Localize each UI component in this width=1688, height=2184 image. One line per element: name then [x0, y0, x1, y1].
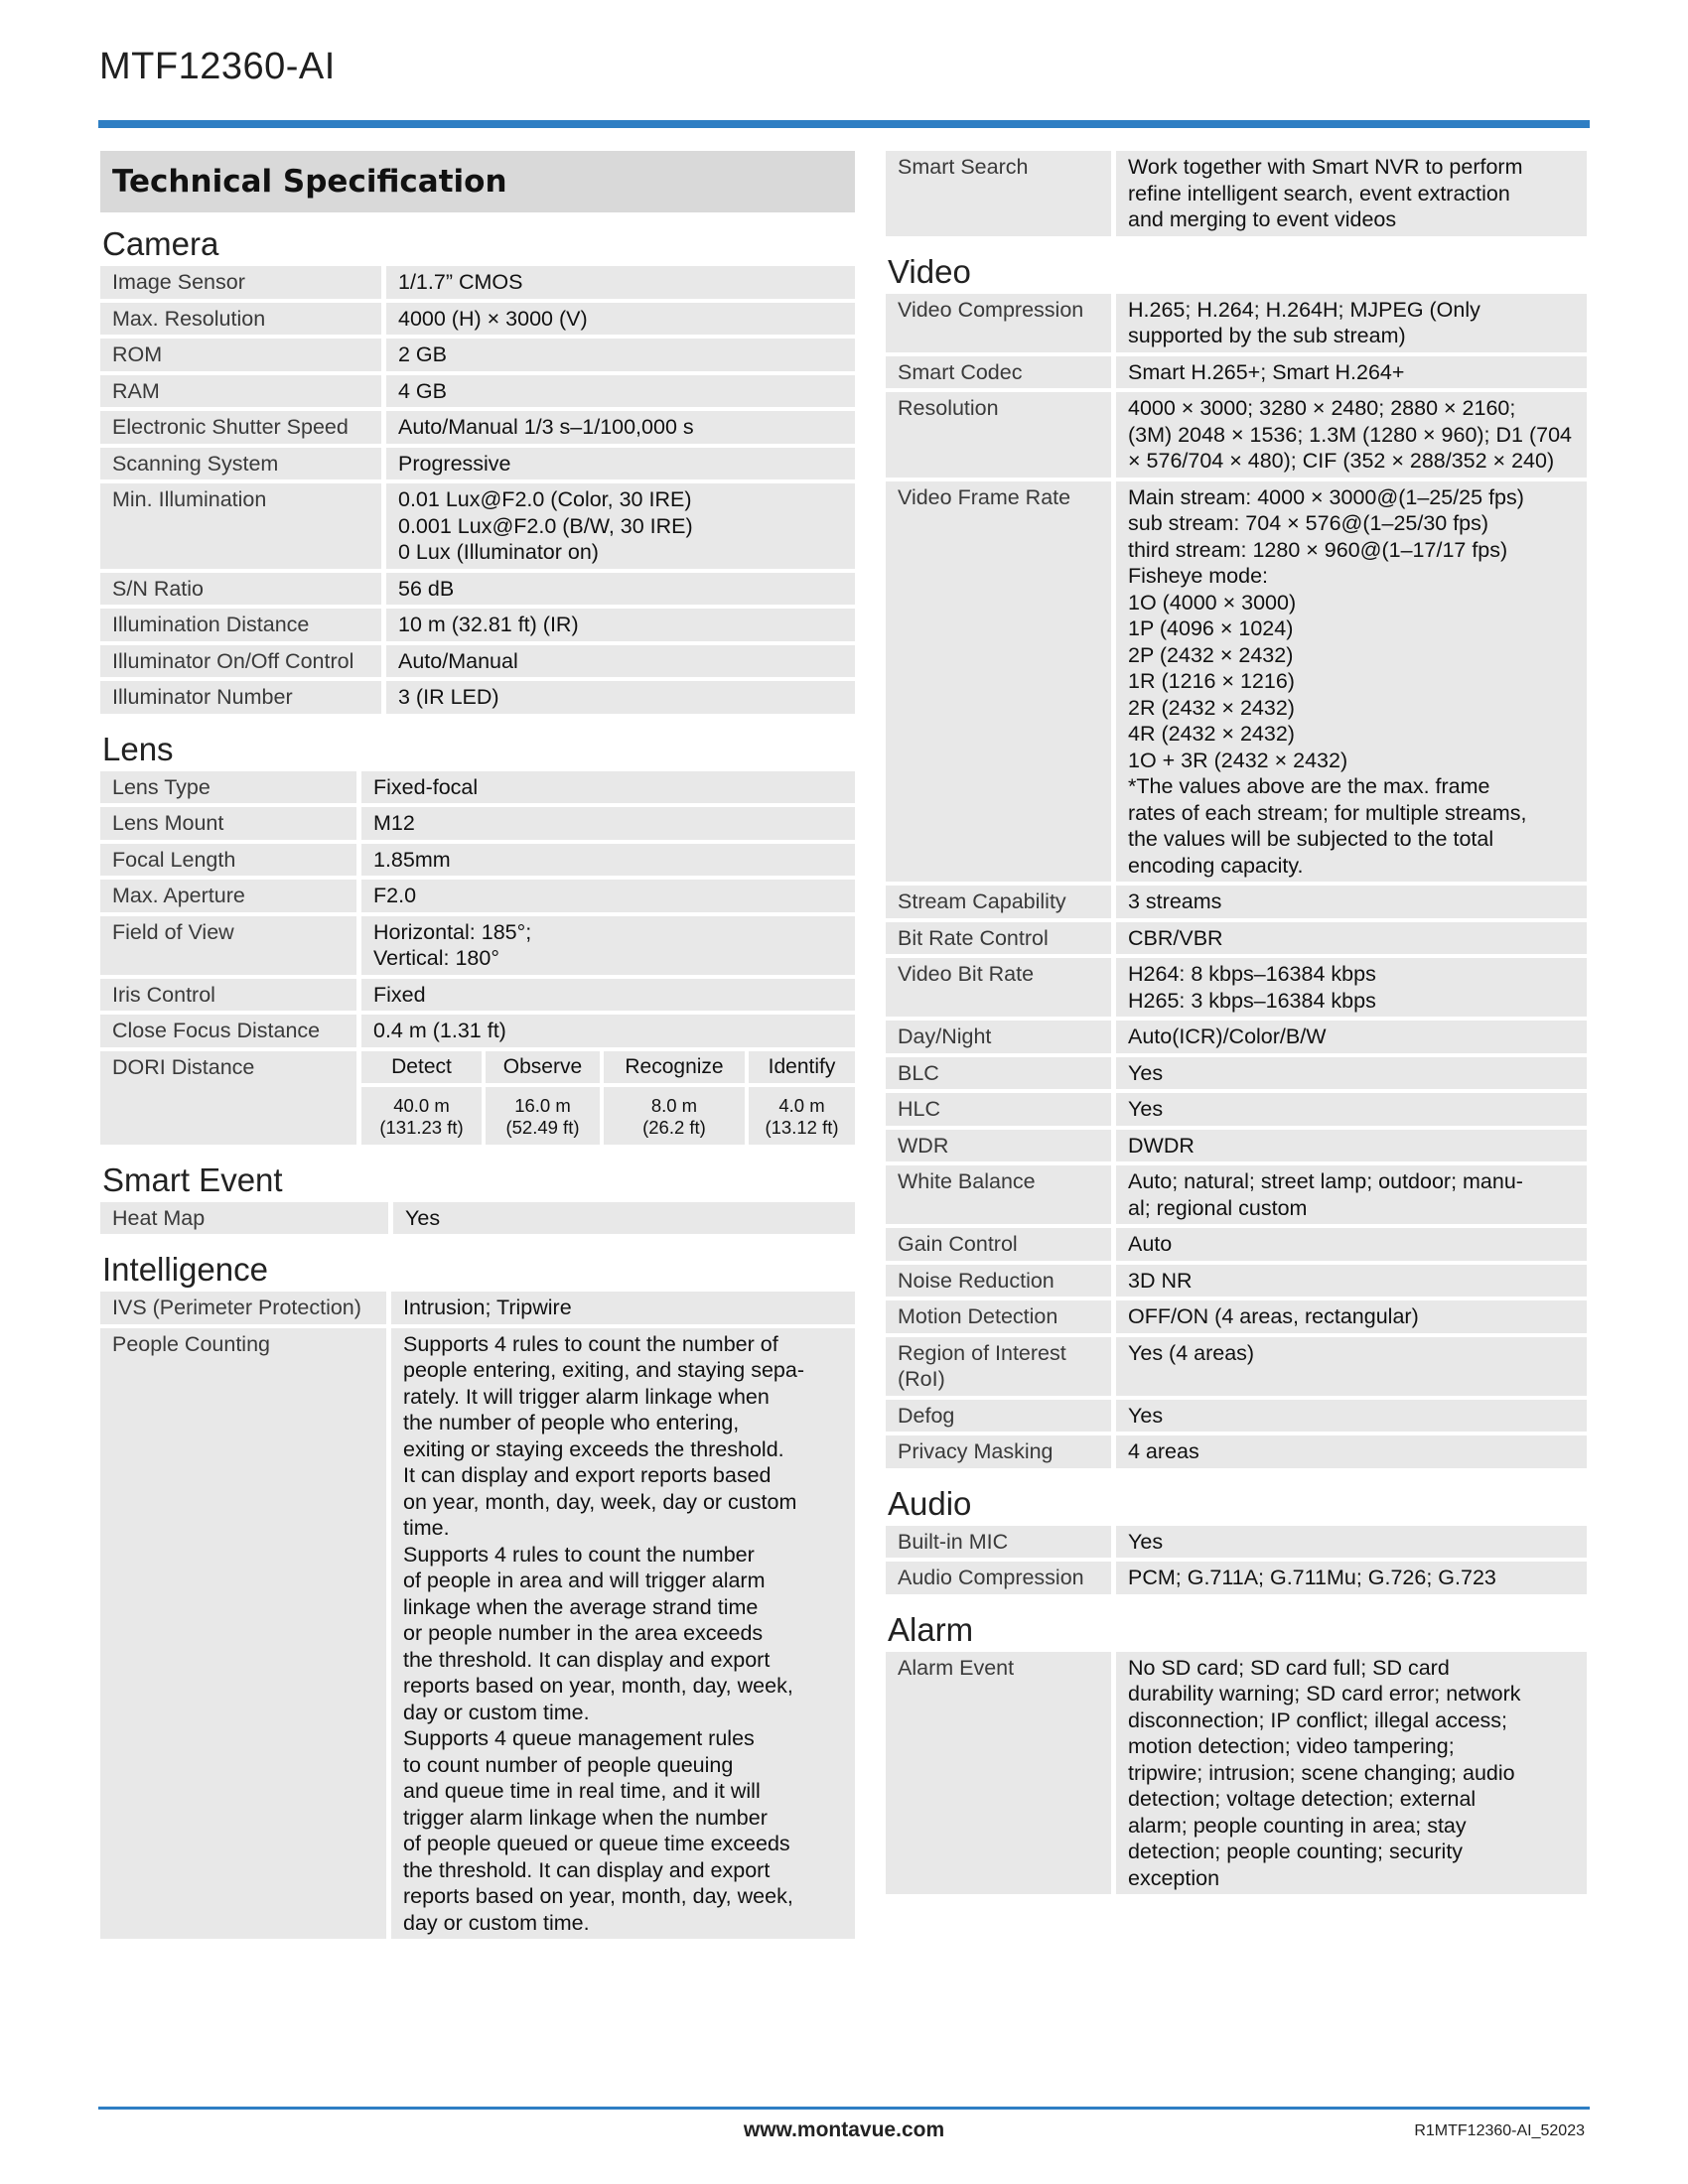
dori-value: [484, 1085, 602, 1145]
section-title-lens: Lens: [102, 730, 174, 767]
dori-value-line: (52.49 ft): [505, 1116, 580, 1138]
spec-value: [356, 807, 855, 840]
spec-value: [1111, 1165, 1587, 1224]
spec-label: Gain Control: [886, 1228, 1111, 1261]
spec-value: [381, 573, 855, 606]
spec-value-line: the threshold. It can display and export: [403, 1857, 771, 1882]
spec-label: Illumination Distance: [100, 609, 381, 641]
spec-value-line: refine intelligent search, event extraction: [1128, 181, 1510, 205]
spec-value: [1111, 1435, 1587, 1468]
spec-label: Motion Detection: [886, 1300, 1111, 1333]
spec-label: Built-in MIC: [886, 1526, 1111, 1559]
spec-value: [356, 771, 855, 804]
spec-value-line: 3 streams: [1128, 889, 1222, 913]
document-title: MTF12360-AI: [99, 46, 336, 87]
dori-value-line: 4.0 m: [778, 1094, 825, 1116]
table-row: [886, 356, 1587, 389]
spec-value-line: motion detection; video tampering;: [1128, 1734, 1455, 1758]
spec-value-line: 2 GB: [398, 342, 447, 366]
spec-label: Defog: [886, 1400, 1111, 1433]
spec-value-line: Yes: [1128, 1529, 1164, 1554]
table-row: [886, 1652, 1587, 1895]
spec-value-line: DWDR: [1128, 1133, 1195, 1158]
spec-value: [1111, 356, 1587, 389]
spec-value: [1111, 481, 1587, 883]
spec-label: Bit Rate Control: [886, 922, 1111, 955]
spec-value-line: 1.85mm: [373, 847, 451, 872]
spec-label: Lens Mount: [100, 807, 356, 840]
dori-value: [602, 1085, 747, 1145]
spec-value: [1111, 392, 1587, 478]
spec-value: [1111, 1265, 1587, 1297]
spec-value-line: Auto: [1128, 1232, 1173, 1256]
spec-label: Privacy Masking: [886, 1435, 1111, 1468]
spec-label: IVS (Perimeter Protection): [100, 1292, 386, 1324]
spec-label: Illuminator On/Off Control: [100, 645, 381, 678]
spec-value-line: the threshold. It can display and export: [403, 1647, 771, 1672]
spec-value: [356, 1015, 855, 1047]
spec-value-line: 0.4 m (1.31 ft): [373, 1019, 506, 1042]
spec-value-line: Horizontal: 185°;: [373, 919, 532, 944]
table-row: [100, 266, 855, 299]
section-title-audio: Audio: [888, 1484, 972, 1522]
spec-label: HLC: [886, 1093, 1111, 1126]
spec-value-line: 1O (4000 × 3000): [1128, 590, 1297, 614]
dori-header: Observe: [484, 1051, 602, 1085]
table-row: [100, 1051, 855, 1145]
spec-value-line: F2.0: [373, 884, 417, 907]
spec-label: Stream Capability: [886, 886, 1111, 918]
spec-label: Electronic Shutter Speed: [100, 411, 381, 444]
spec-label: Max. Resolution: [100, 303, 381, 336]
spec-value: [356, 880, 855, 912]
spec-value-line: or people number in the area exceeds: [403, 1621, 764, 1645]
table-row: [886, 1228, 1587, 1261]
spec-label: Field of View: [100, 916, 356, 975]
spec-value-line: disconnection; IP conflict; illegal access;: [1128, 1707, 1508, 1732]
table-row: [100, 1202, 855, 1235]
spec-value-line: 1R (1216 × 1216): [1128, 669, 1295, 693]
spec-value: [381, 375, 855, 408]
spec-value: [1111, 1228, 1587, 1261]
spec-value-line: the number of people who entering,: [403, 1411, 740, 1434]
table-row: [100, 1328, 855, 1940]
section-header-technical-specification: Technical Specification: [100, 151, 855, 212]
audio-spec-table: [886, 1522, 1587, 1598]
spec-value-line: Supports 4 rules to count the number of: [403, 1331, 778, 1356]
spec-value-line: detection; people counting; security: [1128, 1840, 1464, 1863]
table-row: [100, 807, 855, 840]
table-row: [886, 1562, 1587, 1594]
table-row: [886, 1337, 1587, 1396]
spec-label: Video Compression: [886, 294, 1111, 352]
spec-label: Resolution: [886, 392, 1111, 478]
spec-value-line: H.265; H.264; H.264H; MJPEG (Only: [1128, 297, 1480, 322]
table-row: [886, 886, 1587, 918]
spec-value-line: rately. It will trigger alarm linkage when: [403, 1384, 770, 1409]
dori-header: Identify: [747, 1051, 855, 1085]
spec-value-line: 4000 (H) × 3000 (V): [398, 306, 588, 331]
spec-label: Noise Reduction: [886, 1265, 1111, 1297]
left-column: [100, 151, 855, 1943]
spec-label: ROM: [100, 339, 381, 371]
spec-label: People Counting: [100, 1328, 386, 1940]
spec-value-line: Fisheye mode:: [1128, 564, 1269, 588]
spec-value-line: exiting or staying exceeds the threshold.: [403, 1436, 784, 1461]
spec-value-line: sub stream: 704 × 576@(1–25/30 fps): [1128, 511, 1489, 535]
spec-value-line: tripwire; intrusion; scene changing; audio: [1128, 1760, 1515, 1785]
spec-value: [1111, 958, 1587, 1017]
spec-value: [386, 1292, 855, 1324]
dori-value-line: (13.12 ft): [765, 1116, 839, 1138]
dori-value-line: 8.0 m: [650, 1094, 698, 1116]
spec-value-line: supported by the sub stream): [1128, 324, 1406, 347]
lens-spec-table: [100, 767, 855, 1149]
spec-value-line: of people queued or queue time exceeds: [403, 1832, 790, 1855]
dori-value-line: 16.0 m: [514, 1094, 571, 1116]
spec-value: [1111, 922, 1587, 955]
video-spec-table: [886, 290, 1587, 1472]
table-row: [100, 339, 855, 371]
table-row: [100, 844, 855, 877]
spec-label: Iris Control: [100, 979, 356, 1012]
spec-label: WDR: [886, 1130, 1111, 1162]
spec-value-line: OFF/ON (4 areas, rectangular): [1128, 1304, 1419, 1328]
spec-value-line: Supports 4 queue management rules: [403, 1726, 755, 1750]
spec-value-line: detection; voltage detection; external: [1128, 1787, 1477, 1811]
table-row: [886, 151, 1587, 236]
spec-value-line: 4 GB: [398, 378, 447, 403]
spec-value: [1111, 1337, 1587, 1396]
spec-value-line: PCM; G.711A; G.711Mu; G.726; G.723: [1128, 1566, 1496, 1589]
spec-value-line: alarm; people counting in area; stay: [1128, 1813, 1467, 1838]
dori-distance-table: [361, 1051, 855, 1145]
spec-value: [1111, 886, 1587, 918]
section-title-alarm: Alarm: [888, 1610, 974, 1648]
spec-value-line: Yes: [405, 1205, 441, 1230]
spec-value-line: 3D NR: [1128, 1268, 1193, 1293]
spec-value-line: 2P (2432 × 2432): [1128, 642, 1294, 667]
spec-value-line: 1P (4096 × 1024): [1128, 616, 1294, 640]
spec-value-line: No SD card; SD card full; SD card: [1128, 1655, 1450, 1680]
spec-value-line: of people in area and will trigger alarm: [403, 1569, 766, 1592]
table-row: [100, 1015, 855, 1047]
spec-label: Illuminator Number: [100, 681, 381, 714]
spec-value: [1111, 1300, 1587, 1333]
table-row: [100, 303, 855, 336]
spec-value-line: 1O + 3R (2432 × 2432): [1128, 748, 1348, 772]
spec-label: Day/Night: [886, 1021, 1111, 1053]
spec-value-line: Yes: [1128, 1403, 1164, 1428]
table-row: [886, 392, 1587, 478]
spec-value-line: CBR/VBR: [1128, 925, 1223, 950]
table-row: [886, 958, 1587, 1017]
spec-label: Audio Compression: [886, 1562, 1111, 1594]
table-row: [100, 1292, 855, 1324]
spec-value: [1111, 1526, 1587, 1559]
spec-value-line: 0.001 Lux@F2.0 (B/W, 30 IRE): [398, 513, 693, 538]
spec-value-line: *The values above are the max. frame: [1128, 774, 1490, 798]
spec-label: Max. Aperture: [100, 880, 356, 912]
spec-value: [356, 844, 855, 877]
spec-value: [356, 979, 855, 1012]
dori-value: [361, 1085, 484, 1145]
spec-value-line: 2R (2432 × 2432): [1128, 695, 1295, 720]
spec-value-line: and merging to event videos: [1128, 207, 1397, 231]
spec-label: Smart Search: [886, 151, 1111, 236]
smart-event-spec-table: [100, 1198, 855, 1239]
table-row: [100, 609, 855, 641]
spec-value-line: 1/1.7” CMOS: [398, 270, 523, 294]
table-row: [886, 1300, 1587, 1333]
footer-divider: [98, 2107, 1590, 2110]
spec-value-line: H265: 3 kbps–16384 kbps: [1128, 988, 1376, 1013]
spec-label: BLC: [886, 1057, 1111, 1090]
dori-header: Recognize: [602, 1051, 747, 1085]
spec-value-line: H264: 8 kbps–16384 kbps: [1128, 962, 1376, 986]
table-row: [100, 448, 855, 480]
spec-value: [381, 609, 855, 641]
spec-value-line: Work together with Smart NVR to perform: [1128, 155, 1523, 179]
spec-value: [381, 645, 855, 678]
spec-value: [381, 483, 855, 569]
spec-value-line: Fixed-focal: [373, 774, 479, 799]
spec-value-line: 56 dB: [398, 576, 455, 601]
table-row: [886, 1165, 1587, 1224]
table-row: [100, 916, 855, 975]
spec-value: [381, 681, 855, 714]
spec-value-line: 3 (IR LED): [398, 685, 499, 709]
spec-value: [1111, 1057, 1587, 1090]
dori-value-line: 40.0 m: [393, 1094, 450, 1116]
spec-label: Alarm Event: [886, 1652, 1111, 1895]
spec-value-line: al; regional custom: [1128, 1195, 1308, 1220]
spec-label: Close Focus Distance: [100, 1015, 356, 1047]
spec-label: Video Bit Rate: [886, 958, 1111, 1017]
spec-value-line: Auto; natural; street lamp; outdoor; manu-: [1128, 1169, 1523, 1193]
spec-value-line: linkage when the average strand time: [403, 1594, 759, 1619]
table-row: [100, 979, 855, 1012]
spec-value: [1111, 1400, 1587, 1433]
intelligence-spec-table: [100, 1288, 855, 1943]
spec-value-line: 0.01 Lux@F2.0 (Color, 30 IRE): [398, 487, 692, 511]
spec-value-line: time.: [403, 1516, 450, 1540]
spec-label: Scanning System: [100, 448, 381, 480]
table-row: [886, 1526, 1587, 1559]
header-divider: [98, 120, 1590, 128]
spec-value-line: 4R (2432 × 2432): [1128, 722, 1295, 746]
table-row: [100, 573, 855, 606]
spec-value-line: exception: [1128, 1865, 1220, 1890]
spec-value-line: Smart H.265+; Smart H.264+: [1128, 359, 1405, 384]
spec-value-line: 0 Lux (Illuminator on): [398, 540, 599, 564]
spec-value-line: Yes: [1128, 1060, 1164, 1085]
spec-value: [388, 1202, 855, 1235]
spec-value: [386, 1328, 855, 1940]
spec-value-line: rates of each stream; for multiple streams,: [1128, 800, 1527, 825]
spec-label: Heat Map: [100, 1202, 388, 1235]
table-row: [886, 1265, 1587, 1297]
spec-label: Smart Codec: [886, 356, 1111, 389]
spec-value-line: day or custom time.: [403, 1910, 590, 1935]
spec-value: [1111, 1021, 1587, 1053]
spec-value: [1111, 1093, 1587, 1126]
spec-value: [381, 339, 855, 371]
spec-value: [1111, 1130, 1587, 1162]
table-row: [886, 1130, 1587, 1162]
spec-value-line: Yes: [1128, 1097, 1164, 1121]
spec-value-line: Main stream: 4000 × 3000@(1–25/25 fps): [1128, 484, 1524, 509]
spec-value-line: on year, month, day, week, day or custom: [403, 1489, 797, 1514]
dori-value-line: (131.23 ft): [379, 1116, 464, 1138]
spec-value-line: Auto(ICR)/Color/B/W: [1128, 1024, 1327, 1048]
table-row: [100, 645, 855, 678]
spec-value-line: Vertical: 180°: [373, 946, 499, 970]
section-title-smart-event: Smart Event: [102, 1160, 283, 1198]
spec-value: [381, 448, 855, 480]
footer-website-link[interactable]: www.montavue.com: [743, 2118, 945, 2141]
spec-value-line: Progressive: [398, 451, 511, 476]
spec-value: [1111, 294, 1587, 352]
spec-value-line: third stream: 1280 × 960@(1–17/17 fps): [1128, 537, 1508, 562]
table-row: [100, 771, 855, 804]
spec-value-line: It can display and export reports based: [403, 1463, 772, 1487]
spec-value-line: to count number of people queuing: [403, 1752, 734, 1777]
table-row: [886, 294, 1587, 352]
section-title-intelligence: Intelligence: [102, 1251, 268, 1288]
spec-label: Region of Interest (RoI): [886, 1337, 1111, 1396]
spec-value-line: 4 areas: [1128, 1439, 1199, 1463]
spec-label: S/N Ratio: [100, 573, 381, 606]
table-row: [886, 1400, 1587, 1433]
spec-value-line: Yes (4 areas): [1128, 1340, 1255, 1365]
spec-value-line: reports based on year, month, day, week,: [403, 1674, 793, 1698]
spec-label: Lens Type: [100, 771, 356, 804]
spec-value-line: 10 m (32.81 ft) (IR): [398, 613, 579, 636]
table-row: [886, 922, 1587, 955]
dori-header: Detect: [361, 1051, 484, 1085]
right-column: [886, 151, 1587, 1898]
table-row: [886, 1093, 1587, 1126]
camera-spec-table: [100, 262, 855, 718]
alarm-spec-table: [886, 1648, 1587, 1899]
spec-value-line: × 576/704 × 480); CIF (352 × 288/352 × 240): [1128, 449, 1555, 473]
table-row: [100, 880, 855, 912]
spec-value-line: (3M) 2048 × 1536; 1.3M (1280 × 960); D1 (704: [1128, 422, 1572, 447]
spec-value-line: encoding capacity.: [1128, 853, 1304, 878]
spec-label: RAM: [100, 375, 381, 408]
spec-value-line: M12: [373, 811, 415, 835]
spec-value-line: people entering, exiting, and staying sepa-: [403, 1358, 804, 1382]
spec-value-line: Fixed: [373, 982, 426, 1007]
table-row: [100, 411, 855, 444]
dori-value: [747, 1085, 855, 1145]
spec-value: [356, 916, 855, 975]
spec-value-line: day or custom time.: [403, 1700, 590, 1724]
spec-value-line: reports based on year, month, day, week,: [403, 1884, 793, 1908]
spec-value: [1111, 151, 1587, 236]
dori-value-line: (26.2 ft): [642, 1116, 706, 1138]
spec-value-line: Supports 4 rules to count the number: [403, 1542, 755, 1567]
section-title-video: Video: [888, 252, 971, 290]
smart-search-spec-table: [886, 147, 1587, 240]
spec-value-line: Auto/Manual: [398, 648, 518, 673]
spec-value: [1111, 1652, 1587, 1895]
spec-value: [1111, 1562, 1587, 1594]
spec-label: Min. Illumination: [100, 483, 381, 569]
spec-label: Image Sensor: [100, 266, 381, 299]
table-row: [886, 1021, 1587, 1053]
table-row: [886, 481, 1587, 883]
spec-value-line: and queue time in real time, and it will: [403, 1779, 761, 1803]
table-row: [100, 483, 855, 569]
table-row: [100, 375, 855, 408]
spec-value-line: 4000 × 3000; 3280 × 2480; 2880 × 2160;: [1128, 396, 1516, 420]
spec-value-line: Auto/Manual 1/3 s–1/100,000 s: [398, 415, 694, 439]
footer-document-code: R1MTF12360-AI_52023: [1414, 2122, 1585, 2139]
spec-label: DORI Distance: [100, 1051, 356, 1145]
section-title-camera: Camera: [102, 225, 219, 262]
spec-label: Focal Length: [100, 844, 356, 877]
spec-label: White Balance: [886, 1165, 1111, 1224]
table-row: [100, 681, 855, 714]
spec-value: [356, 1051, 855, 1145]
spec-value: [381, 303, 855, 336]
table-row: [886, 1057, 1587, 1090]
table-row: [886, 1435, 1587, 1468]
spec-value-line: durability warning; SD card error; network: [1128, 1682, 1521, 1706]
spec-value: [381, 266, 855, 299]
spec-value-line: Intrusion; Tripwire: [403, 1296, 572, 1319]
spec-value: [381, 411, 855, 444]
spec-value-line: the values will be subjected to the total: [1128, 827, 1494, 851]
spec-label: Video Frame Rate: [886, 481, 1111, 883]
spec-value-line: trigger alarm linkage when the number: [403, 1805, 768, 1830]
